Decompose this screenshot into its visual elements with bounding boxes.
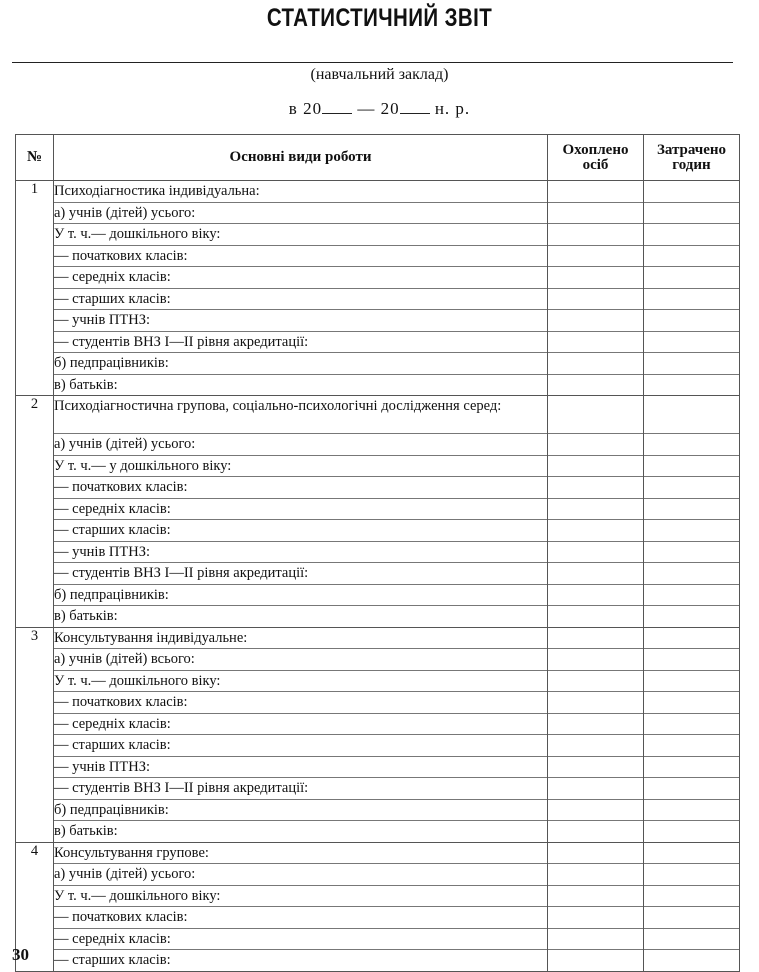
hours-entry[interactable]: [644, 886, 739, 908]
hours-entry[interactable]: [644, 714, 739, 736]
hours-entry[interactable]: [644, 246, 739, 268]
covered-entry[interactable]: [548, 800, 643, 822]
header-num: №: [16, 135, 54, 181]
hours-entry[interactable]: [644, 864, 739, 886]
statistics-table: [15, 134, 740, 972]
covered-entry[interactable]: [548, 886, 643, 908]
hours-entry[interactable]: [644, 434, 739, 456]
institution-caption: (навчальний заклад): [310, 66, 449, 83]
table-section-1: [16, 181, 740, 396]
work-item-row: Консультування індивідуальне:: [54, 628, 547, 650]
covered-cell[interactable]: [548, 396, 644, 628]
work-item-row: — середніх класів:: [54, 714, 547, 736]
work-item-row: — середніх класів:: [54, 929, 547, 951]
covered-entry[interactable]: [548, 456, 643, 478]
work-item-row: — початкових класів:: [54, 692, 547, 714]
work-item-row: а) учнів (дітей) усього:: [54, 434, 547, 456]
work-item-row: У т. ч.— дошкільного віку:: [54, 224, 547, 246]
work-item-row: — середніх класів:: [54, 499, 547, 521]
work-item-row: — початкових класів:: [54, 907, 547, 929]
year-dash: — 20: [357, 99, 400, 118]
hours-entry[interactable]: [644, 310, 739, 332]
covered-entry[interactable]: [548, 542, 643, 564]
covered-cell[interactable]: [548, 627, 644, 842]
covered-entry[interactable]: [548, 606, 643, 627]
hours-entry[interactable]: [644, 542, 739, 564]
hours-entry[interactable]: [644, 907, 739, 929]
work-items-cell: [54, 842, 548, 971]
work-item-row: Психодіагностична групова, соціально-психологічні дослідження серед:: [54, 396, 547, 434]
hours-cell[interactable]: [644, 396, 740, 628]
covered-entry[interactable]: [548, 499, 643, 521]
covered-entry[interactable]: [548, 267, 643, 289]
covered-entry[interactable]: [548, 735, 643, 757]
work-item-row: — учнів ПТНЗ:: [54, 757, 547, 779]
hours-cell[interactable]: [644, 627, 740, 842]
covered-entry[interactable]: [548, 310, 643, 332]
institution-blank-line: [12, 62, 733, 63]
hours-entry[interactable]: [644, 332, 739, 354]
year-suffix: н. р.: [434, 99, 471, 118]
work-items-cell: [54, 627, 548, 842]
covered-entry[interactable]: [548, 671, 643, 693]
work-item-row: а) учнів (дітей) усього:: [54, 864, 547, 886]
covered-entry[interactable]: [548, 289, 643, 311]
work-item-row: У т. ч.— дошкільного віку:: [54, 671, 547, 693]
header-covered: [548, 135, 644, 181]
hours-entry[interactable]: [644, 843, 739, 865]
covered-cell[interactable]: [548, 842, 644, 971]
work-item-row: У т. ч.— дошкільного віку:: [54, 886, 547, 908]
year-end-blank: [400, 99, 430, 114]
work-item-row: — старших класів:: [54, 952, 171, 968]
work-item-row: У т. ч.— у дошкільного віку:: [54, 456, 547, 478]
table-section-4: [16, 842, 740, 971]
section-number: 1: [16, 181, 54, 396]
work-item-row: — середніх класів:: [54, 267, 547, 289]
work-item-row: Консультування групове:: [54, 843, 547, 865]
hours-entry[interactable]: [644, 649, 739, 671]
section-number: 3: [16, 627, 54, 842]
header-hours-line2: годин: [672, 156, 711, 173]
year-prefix: в 20: [288, 99, 323, 118]
covered-entry[interactable]: [548, 520, 643, 542]
covered-entry[interactable]: [548, 778, 643, 800]
section-number: 4: [16, 842, 54, 971]
hours-entry[interactable]: [644, 821, 739, 842]
covered-entry[interactable]: [548, 692, 643, 714]
hours-entry[interactable]: [644, 800, 739, 822]
covered-entry[interactable]: [548, 375, 643, 396]
hours-entry[interactable]: [644, 585, 739, 607]
hours-entry[interactable]: [644, 477, 739, 499]
hours-entry[interactable]: [644, 950, 739, 971]
header-covered-line1: Охоплено: [562, 141, 629, 158]
work-item-row: а) учнів (дітей) усього:: [54, 203, 547, 225]
covered-entry[interactable]: [548, 396, 643, 434]
work-item-row: б) педпрацівників:: [54, 585, 547, 607]
header-work-types: Основні види роботи: [54, 135, 548, 181]
work-item-row: б) педпрацівників:: [54, 353, 547, 375]
hours-entry[interactable]: [644, 628, 739, 650]
work-item-row: Психодіагностика індивідуальна:: [54, 181, 547, 203]
work-item-row: в) батьків:: [54, 823, 118, 839]
hours-entry[interactable]: [644, 929, 739, 951]
work-items-cell: [54, 396, 548, 628]
section-number: 2: [16, 396, 54, 628]
hours-entry[interactable]: [644, 396, 739, 434]
document-title: СТАТИСТИЧНИЙ ЗВІТ: [266, 4, 493, 32]
work-item-row: — студентів ВНЗ І—ІІ рівня акредитації:: [54, 332, 547, 354]
covered-entry[interactable]: [548, 203, 643, 225]
hours-entry[interactable]: [644, 289, 739, 311]
covered-entry[interactable]: [548, 181, 643, 203]
work-item-row: — початкових класів:: [54, 477, 547, 499]
work-item-row: в) батьків:: [54, 608, 118, 624]
covered-entry[interactable]: [548, 224, 643, 246]
hours-entry[interactable]: [644, 353, 739, 375]
work-item-row: — учнів ПТНЗ:: [54, 310, 547, 332]
header-hours-line1: Затрачено: [656, 141, 727, 158]
hours-entry[interactable]: [644, 267, 739, 289]
work-item-row: б) педпрацівників:: [54, 800, 547, 822]
hours-entry[interactable]: [644, 375, 739, 396]
covered-entry[interactable]: [548, 757, 643, 779]
work-item-row: — студентів ВНЗ І—ІІ рівня акредитації:: [54, 778, 547, 800]
work-item-row: — початкових класів:: [54, 246, 547, 268]
hours-entry[interactable]: [644, 499, 739, 521]
covered-entry[interactable]: [548, 353, 643, 375]
covered-entry[interactable]: [548, 950, 643, 971]
covered-entry[interactable]: [548, 843, 643, 865]
hours-entry[interactable]: [644, 563, 739, 585]
covered-entry[interactable]: [548, 563, 643, 585]
work-item-row: — учнів ПТНЗ:: [54, 542, 547, 564]
work-item-row: — старших класів:: [54, 289, 547, 311]
covered-entry[interactable]: [548, 907, 643, 929]
hours-entry[interactable]: [644, 671, 739, 693]
page-number: 30: [12, 945, 29, 964]
work-item-row: — старших класів:: [54, 735, 547, 757]
covered-entry[interactable]: [548, 864, 643, 886]
table-section-2: [16, 396, 740, 628]
hours-entry[interactable]: [644, 778, 739, 800]
covered-entry[interactable]: [548, 332, 643, 354]
hours-cell[interactable]: [644, 181, 740, 396]
hours-entry[interactable]: [644, 692, 739, 714]
hours-cell[interactable]: [644, 842, 740, 971]
work-item-row: — студентів ВНЗ І—ІІ рівня акредитації:: [54, 563, 547, 585]
covered-entry[interactable]: [548, 585, 643, 607]
covered-entry[interactable]: [548, 649, 643, 671]
hours-entry[interactable]: [644, 606, 739, 627]
hours-entry[interactable]: [644, 224, 739, 246]
hours-entry[interactable]: [644, 181, 739, 203]
covered-entry[interactable]: [548, 714, 643, 736]
hours-entry[interactable]: [644, 520, 739, 542]
covered-entry[interactable]: [548, 628, 643, 650]
hours-entry[interactable]: [644, 757, 739, 779]
year-start-blank: [322, 99, 352, 114]
covered-entry[interactable]: [548, 246, 643, 268]
work-item-row: а) учнів (дітей) всього:: [54, 649, 547, 671]
covered-entry[interactable]: [548, 821, 643, 842]
work-item-row: — старших класів:: [54, 520, 547, 542]
table-body: [16, 181, 740, 972]
work-item-row: в) батьків:: [54, 376, 118, 393]
covered-entry[interactable]: [548, 929, 643, 951]
covered-entry[interactable]: [548, 477, 643, 499]
hours-entry[interactable]: [644, 203, 739, 225]
covered-entry[interactable]: [548, 434, 643, 456]
header-covered-line2: осіб: [582, 156, 609, 173]
academic-year-line: [0, 99, 759, 119]
header-hours: [644, 135, 740, 181]
work-items-cell: [54, 181, 548, 396]
table-section-3: [16, 627, 740, 842]
hours-entry[interactable]: [644, 456, 739, 478]
table-header-row: [16, 135, 740, 181]
covered-cell[interactable]: [548, 181, 644, 396]
hours-entry[interactable]: [644, 735, 739, 757]
